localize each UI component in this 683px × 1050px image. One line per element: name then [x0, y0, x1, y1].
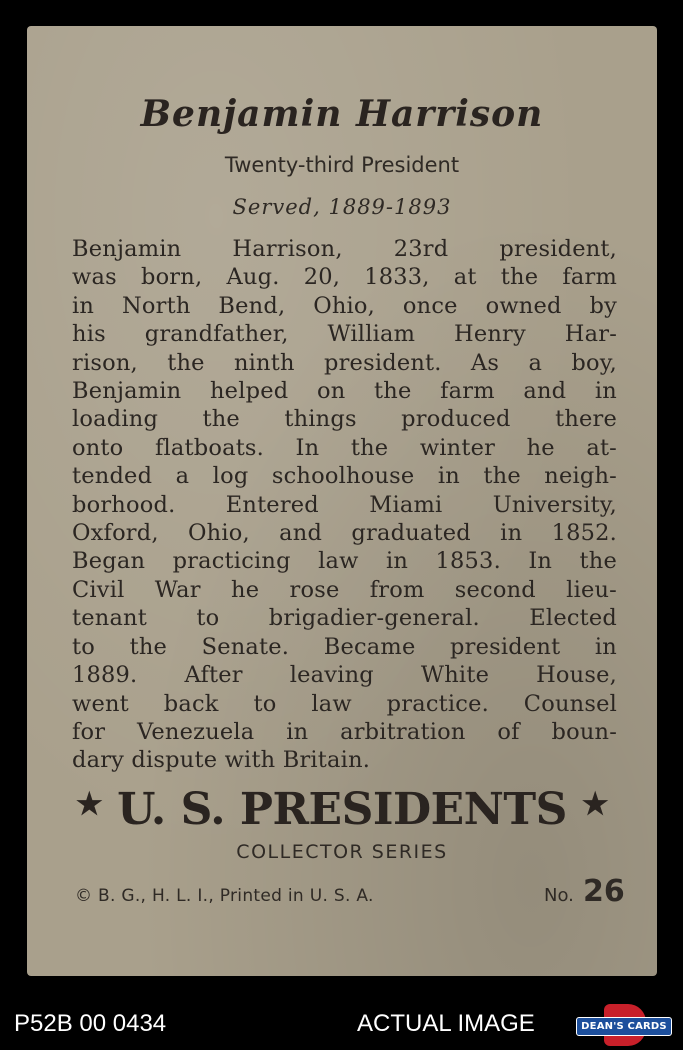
bio-line: 1889. After leaving White House,	[72, 662, 617, 689]
card-number	[544, 874, 625, 909]
bio-line: his grandfather, William Henry Har-	[72, 321, 617, 348]
served-years: Served, 1889-1893	[232, 195, 452, 219]
president-ordinal: Twenty-third President	[224, 153, 460, 177]
star-icon: ★	[581, 787, 609, 822]
deans-cards-logo	[576, 1004, 672, 1046]
cert-id: P52B 00 0434	[14, 1010, 167, 1037]
bio-line: tended a log schoolhouse in the neigh-	[72, 463, 617, 490]
card-number-value: 26	[582, 874, 625, 909]
bio-line: to the Senate. Became president in	[72, 633, 617, 660]
bio-line: borhood. Entered Miami University,	[72, 491, 617, 518]
bio-line: onto flatboats. In the winter he at-	[72, 434, 617, 461]
president-name: Benjamin Harrison	[140, 93, 544, 135]
bio-line: Benjamin helped on the farm and in	[72, 378, 617, 405]
bio-line: tenant to brigadier-general. Elected	[72, 605, 617, 632]
copyright-line: © B. G., H. L. I., Printed in U. S. A.	[75, 886, 374, 906]
bio-line: went back to law practice. Counsel	[72, 690, 617, 717]
bio-line: loading the things produced there	[72, 406, 617, 433]
biography-text	[72, 235, 617, 775]
star-icon: ★	[75, 787, 103, 822]
card-back	[27, 26, 657, 976]
bio-line: dary dispute with Britain.	[72, 747, 371, 774]
bio-line: Oxford, Ohio, and graduated in 1852.	[72, 520, 617, 547]
bio-line: in North Bend, Ohio, once owned by	[72, 292, 617, 319]
series-title-text: U. S. PRESIDENTS	[117, 784, 567, 835]
card-number-label: No.	[544, 885, 574, 906]
bio-line: Benjamin Harrison, 23rd president,	[72, 236, 617, 262]
bio-line: Civil War he rose from second lieu-	[72, 576, 617, 603]
logo-text: DEAN'S CARDS	[576, 1017, 672, 1036]
bio-line: for Venezuela in arbitration of boun-	[72, 718, 617, 745]
bio-line: Began practicing law in 1853. In the	[72, 548, 617, 575]
series-title	[27, 784, 657, 835]
bio-line: rison, the ninth president. As a boy,	[72, 349, 617, 376]
bio-line: was born, Aug. 20, 1833, at the farm	[72, 264, 617, 291]
actual-image-label: ACTUAL IMAGE	[357, 1010, 535, 1037]
collector-series-label: COLLECTOR SERIES	[236, 841, 448, 863]
